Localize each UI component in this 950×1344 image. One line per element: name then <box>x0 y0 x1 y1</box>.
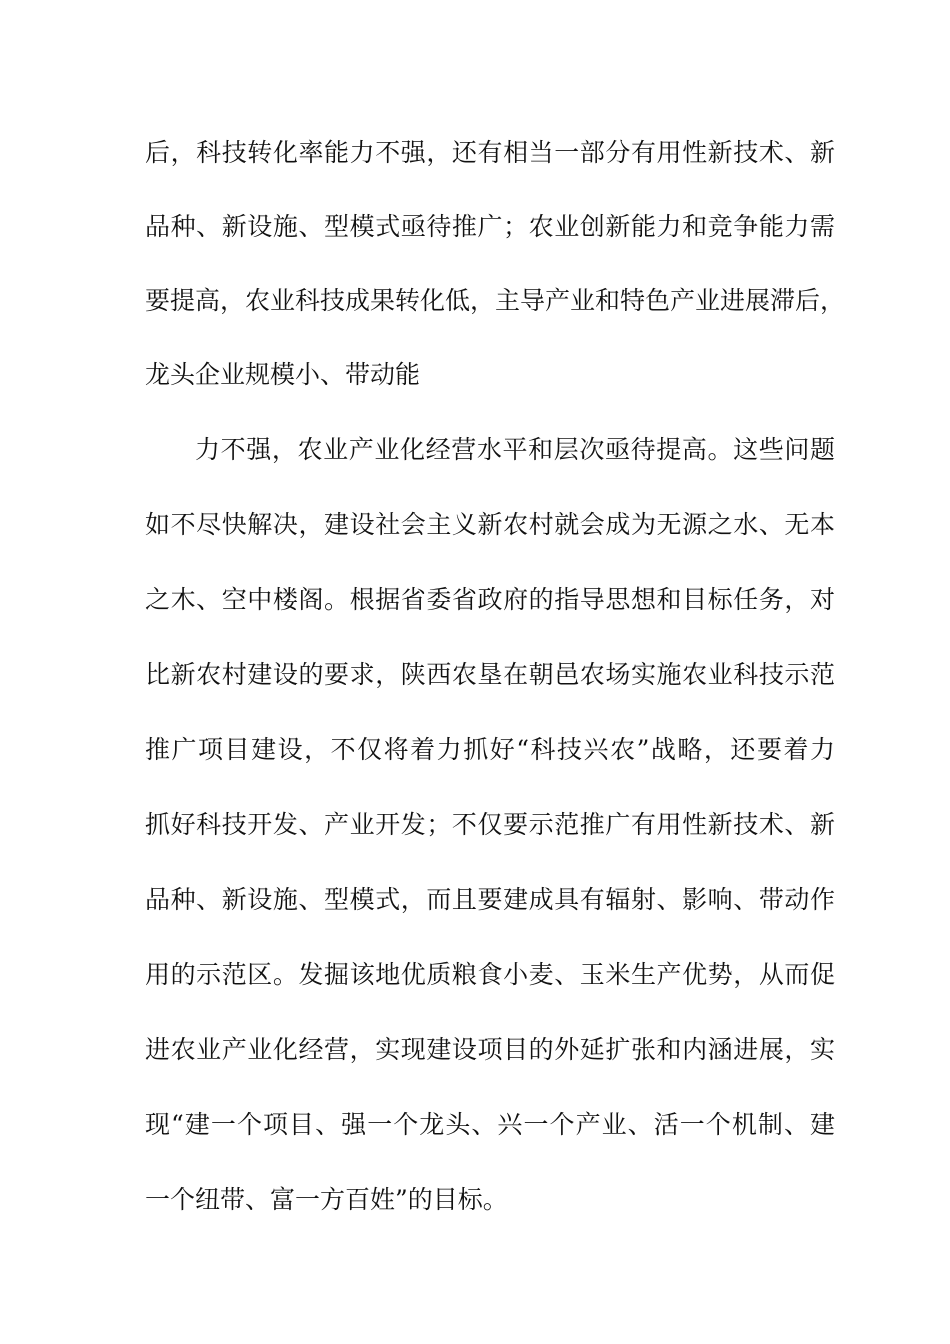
paragraph-line: 要提高，农业科技成果转化低，主导产业和特色产业进展滞后， <box>145 286 846 315</box>
paragraph-line: 后，科技转化率能力不强，还有相当一部分有用性新技术、新 <box>145 138 835 167</box>
paragraph-line: 之木、空中楼阁。根据省委省政府的指导思想和目标任务，对 <box>145 585 835 614</box>
paragraph-line: 如不尽快解决，建设社会主义新农村就会成为无源之水、无本 <box>145 510 835 539</box>
paragraph-line: 品种、新设施、型模式，而且要建成具有辐射、影响、带动作 <box>145 885 835 914</box>
paragraph-line: 进农业产业化经营，实现建设项目的外延扩张和内涵进展，实 <box>145 1035 835 1064</box>
paragraph-line: 比新农村建设的要求，陕西农垦在朝邑农场实施农业科技示范 <box>145 660 835 689</box>
paragraph-line: 力不强，农业产业化经营水平和层次亟待提高。这些问题 <box>195 435 835 464</box>
paragraph-line: 用的示范区。发掘该地优质粮食小麦、玉米生产优势，从而促 <box>145 960 835 989</box>
paragraph-line: 推广项目建设，不仅将着力抓好“科技兴农”战略，还要着力 <box>145 735 835 764</box>
paragraph-line: 龙头企业规模小、带动能 <box>145 360 421 389</box>
paragraph-line: 现“建一个项目、强一个龙头、兴一个产业、活一个机制、建 <box>145 1110 835 1139</box>
paragraph-line: 品种、新设施、型模式亟待推广；农业创新能力和竞争能力需 <box>145 212 835 241</box>
paragraph-line: 抓好科技开发、产业开发；不仅要示范推广有用性新技术、新 <box>145 810 835 839</box>
paragraph-line: 一个纽带、富一方百姓”的目标。 <box>145 1185 508 1214</box>
